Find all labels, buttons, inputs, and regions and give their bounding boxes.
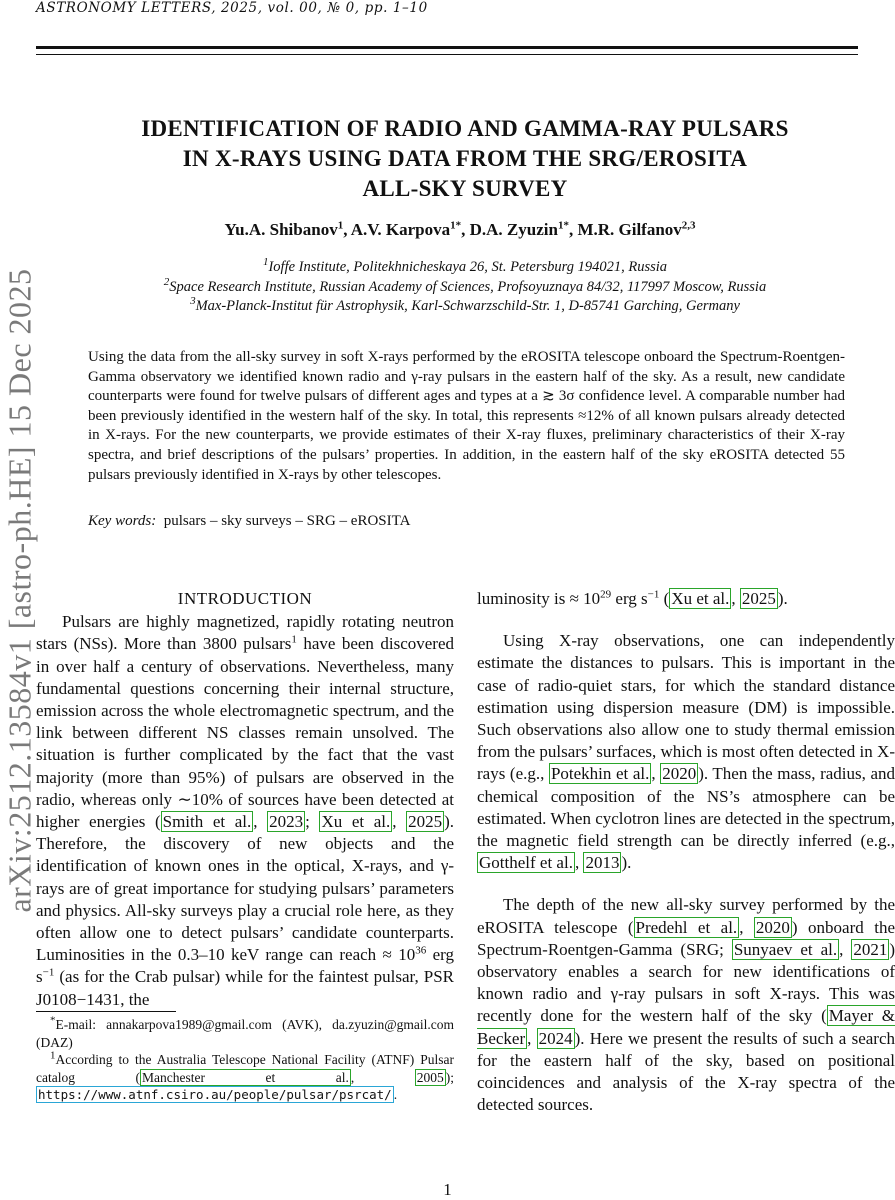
page-number: 1 bbox=[443, 1180, 452, 1199]
citation-link[interactable]: Predehl et al. bbox=[635, 917, 738, 937]
affiliation: $^1$Ioffe Institute, Politekhnicheskaya 26, St. Petersburg 194021, Russia bbox=[262, 256, 668, 275]
author-name: D.A. Zyuzin bbox=[469, 220, 558, 239]
affiliation: $^2$Space Research Institute, Russian Academy of Sciences, Profsoyuznaya 84/32, 117997 Moscow, Russia bbox=[163, 275, 767, 295]
citation-link[interactable]: Sunyaev et al. bbox=[733, 939, 838, 959]
paper-title bbox=[100, 114, 830, 204]
affiliations bbox=[60, 258, 870, 317]
footnote-mark[interactable]: 1 bbox=[291, 633, 297, 646]
title-line: IN X-RAYS USING DATA FROM THE SRG/EROSITA bbox=[182, 146, 748, 171]
keywords bbox=[88, 513, 845, 530]
header-rule-thick bbox=[36, 46, 858, 49]
citation-link[interactable]: Potekhin et al. bbox=[550, 764, 650, 784]
citation-link[interactable]: 2025 bbox=[408, 812, 443, 832]
section-heading: INTRODUCTION bbox=[177, 589, 313, 608]
left-column bbox=[36, 588, 454, 1011]
citation-link[interactable]: 2021 bbox=[853, 939, 888, 959]
author-list: Yu.A. Shibanov$^1$, A.V. Karpova$^{1*}$, D.A. Zyuzin$^{1*}$, M.R. Gilfanov$^{2,3}$ bbox=[224, 219, 696, 239]
title-line: ALL-SKY SURVEY bbox=[362, 176, 568, 201]
citation-link[interactable]: 2023 bbox=[269, 812, 304, 832]
paragraph: Using X-ray observations, one can independently estimate the distances to pulsars. This is important in the case of radio-quiet stars, for which the standard distance estimation using dispersion measure (DM) is impossible. Such observations also allow one to study thermal emission from the pulsars’ surfaces, which is most often detected in X-rays (e.g., Potekhin et al. , 2020 ). Then the mass, radius, and chemical composition of the NS’s atmosphere can be estimated. When cyclotron lines are detected in the spectrum, the magnetic field strength can be directly inferred (e.g., Gotthelf et al. , 2013 ). bbox=[477, 631, 895, 873]
affiliation: $^3$Max-Planck-Institut für Astrophysik, Karl-Schwarzschild-Str. 1, D-85741 Garching, Germany bbox=[190, 295, 740, 314]
title-line: IDENTIFICATION OF RADIO AND GAMMA-RAY PULSARS bbox=[141, 116, 789, 141]
footnotes bbox=[36, 1016, 454, 1104]
author-name: A.V. Karpova bbox=[350, 220, 451, 239]
footnote-rule bbox=[36, 1011, 176, 1012]
journal-header: ASTRONOMY LETTERS, 2025, vol. 00, № 0, pp. 1–10 bbox=[36, 0, 428, 16]
citation-link[interactable]: 2024 bbox=[538, 1028, 573, 1048]
author-affil-mark: 1* bbox=[450, 219, 462, 232]
footnote: $^1$According to the Australia Telescope National Facility (ATNF) Pulsar catalog ( Manchester et al. , 2005 ); https://www.atnf.csiro.au/people/pulsar/psrcat/ . bbox=[36, 1049, 454, 1102]
paragraph: luminosity is ≈ $10^{29}$ erg $s^{-1}$ ( Xu et al. , 2025 ). bbox=[477, 588, 788, 608]
citation-link[interactable]: 2013 bbox=[585, 853, 620, 873]
abstract: Using the data from the all-sky survey in soft X-rays performed by the eROSITA telescope onboard the Spectrum-Roentgen-Gamma observatory we identified known radio and γ-ray pulsars in the eastern half of the sky. As a result, new candidate counterparts were found for twelve pulsars of different ages and types at a ≳ 3σ confidence level. A comparable number had been previously identified in the western half of the sky. In total, this represents ≈12% of all known pulsars already detected in X-rays. For the new counterparts, we provide estimates of their X-ray fluxes, preliminary characteristics of their X-ray spectra, and brief descriptions of the pulsars’ properties. In addition, in the eastern half of the sky eROSITA detected 55 pulsars previously identified in X-rays by other telescopes. bbox=[88, 349, 845, 483]
citation-link[interactable]: Mayer & Becker bbox=[477, 1006, 895, 1048]
citation-link[interactable]: 2005 bbox=[416, 1069, 444, 1085]
intro-paragraph: Pulsars are highly magnetized, rapidly rotating neutron stars (NSs). More than 3800 pulsars$^1$ have been discovered in over half a century of observations. Nevertheless, many fundamental questions concerning their internal structure, emission across the whole electromagnetic spectrum, and the link between different NS classes remain unsolved. The situation is further complicated by the fact that the vast majority (more than 95%) of pulsars are observed in the radio, whereas only ∼10% of sources have been detected at higher energies ( Smith et al. , 2023 ; Xu et al. , 2025 ). Therefore, the discovery of new objects and the identification of known ones in the optical, X-rays, and γ-rays are of great importance for studying pulsars’ parameters and physics. All-sky surveys play a crucial role here, as they often allow one to detect pulsars’ candidate counterparts. Luminosities in the 0.3–10 keV range can reach ≈ $10^{36}$ erg $s^{-1}$ (as for the Crab pulsar) while for the faintest pulsar, PSR J0108−1431, the bbox=[36, 612, 454, 1009]
citation-link[interactable]: 2020 bbox=[755, 917, 790, 937]
citation-link[interactable]: Gotthelf et al. bbox=[479, 853, 573, 873]
keywords-label: Key words: bbox=[88, 513, 157, 529]
author-name: M.R. Gilfanov bbox=[577, 220, 682, 239]
author-name: Yu.A. Shibanov bbox=[224, 220, 338, 239]
arxiv-id: arXiv:2512.13584v1 [astro-ph.HE] 15 Dec 2025 bbox=[1, 267, 38, 913]
paragraph: The depth of the new all-sky survey performed by the eROSITA telescope ( Predehl et al. , 2020 ) onboard the Spectrum-Roentgen-Gamma (SRG; Sunyaev et al. , 2021 ) observatory enables a search for new identifications of known radio and γ-ray pulsars in soft X-rays. This was recently done for the western half of the sky ( Mayer & Becker , 2024 ). Here we present the results of such a search for the eastern half of the sky, based on positional coincidences and analysis of the X-ray spectra of the detected sources. bbox=[477, 895, 895, 1115]
author-affil-mark: 2,3 bbox=[681, 219, 696, 232]
author-affil-mark: 1* bbox=[557, 219, 569, 232]
author-affil-mark: 1 bbox=[337, 219, 344, 232]
catalog-url-link[interactable]: https://www.atnf.csiro.au/people/pulsar/psrcat/ bbox=[38, 1087, 392, 1102]
right-column bbox=[477, 588, 895, 1116]
citation-link[interactable]: Xu et al. bbox=[321, 812, 391, 832]
arxiv-sidebar bbox=[0, 240, 40, 940]
citation-link[interactable]: Xu et al. bbox=[671, 589, 730, 608]
citation-link[interactable]: Smith et al. bbox=[162, 812, 252, 832]
header-rule-thin bbox=[36, 54, 858, 55]
citation-link[interactable]: 2025 bbox=[741, 589, 776, 608]
keywords-text: pulsars – sky surveys – SRG – eROSITA bbox=[163, 513, 411, 529]
footnote: *E-mail: annakarpova1989@gmail.com (AVK), da.zyuzin@gmail.com (DAZ) bbox=[36, 1014, 454, 1050]
citation-link[interactable]: Manchester et al. bbox=[142, 1069, 349, 1085]
citation-link[interactable]: 2020 bbox=[662, 764, 697, 784]
